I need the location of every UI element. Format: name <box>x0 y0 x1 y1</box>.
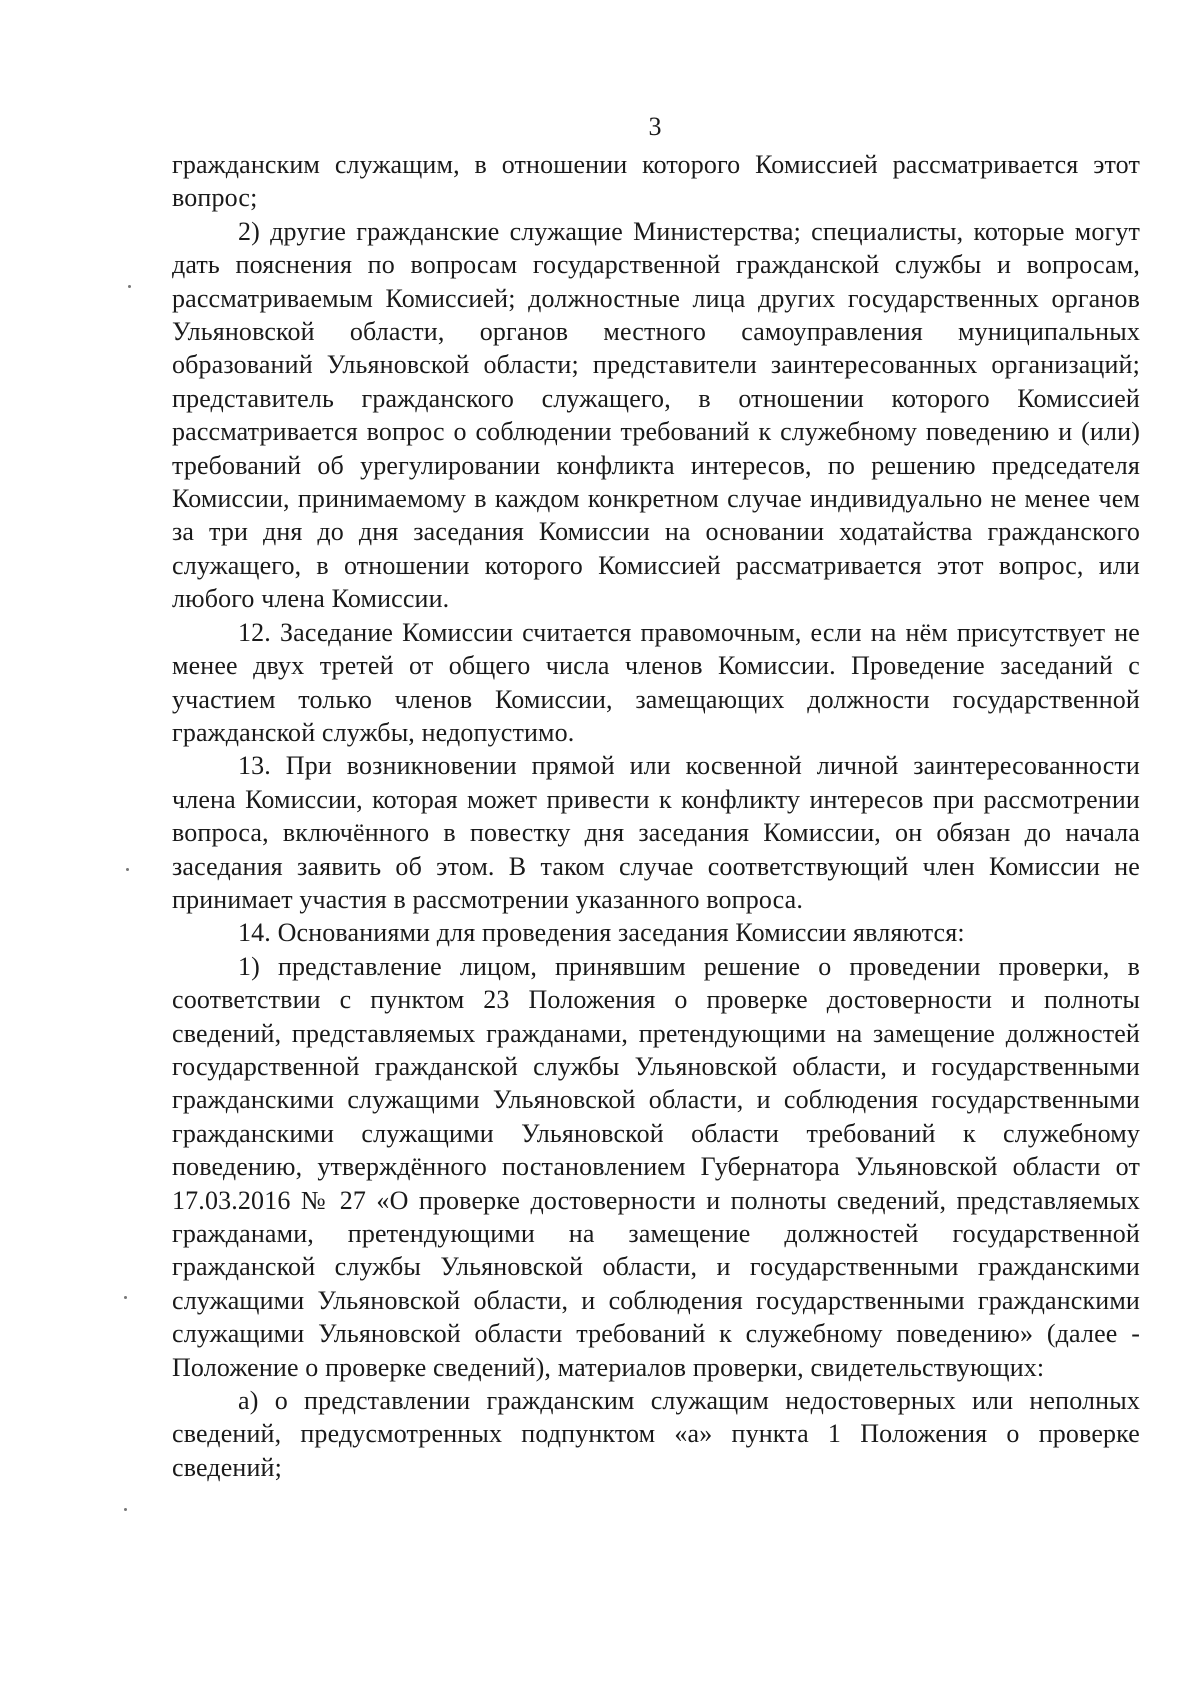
paragraph-item-2: 2) другие гражданские служащие Министерства; специалисты, которые могут дать пояснения по вопросам государственной гражданской службы и вопросам, рассматриваемым Комиссией; должностные лица других государственных органов Ульяновской области, органов местного самоуправления муниципальных образований Ульяновской области; представители заинтересованных организаций; представитель гражданского служащего, в отношении которого Комиссией рассматривается вопрос о соблюдении требований к служебному поведению и (или) требований об урегулировании конфликта интересов, по решению председателя Комиссии, принимаемому в каждом конкретном случае индивидуально не менее чем за три дня до дня заседания Комиссии на основании ходатайства гражданского служащего, в отношении которого Комиссией рассматривается этот вопрос, или любого члена Комиссии. <box>172 216 1140 614</box>
document-body <box>172 148 1140 1484</box>
paragraph-subitem-a: а) о представлении гражданским служащим недостоверных или неполных сведений, предусмотренных подпунктом «а» пункта 1 Положения о проверке сведений; <box>172 1386 1140 1482</box>
scan-speck <box>128 285 131 288</box>
scan-speck <box>124 1296 127 1299</box>
scan-speck <box>124 1508 127 1511</box>
scan-speck <box>126 868 129 871</box>
paragraph-continuation: гражданским служащим, в отношении которого Комиссией рассматривается этот вопрос; <box>172 150 1140 213</box>
page-number: 3 <box>648 112 662 141</box>
paragraph-clause-12: 12. Заседание Комиссии считается правомочным, если на нём присутствует не менее двух третей от общего числа членов Комиссии. Проведение заседаний с участием только членов Комиссии, замещающих должности государственной гражданской службы, недопустимо. <box>172 617 1140 747</box>
paragraph-item-1: 1) представление лицом, принявшим решение о проведении проверки, в соответствии с пунктом 23 Положения о проверке достоверности и полноты сведений, представляемых гражданами, претендующими на замещение должностей государственной гражданской службы Ульяновской области, и государственными гражданскими служащими Ульяновской области, и соблюдения государственными гражданскими служащими Ульяновской области требований к служебному поведению, утверждённого постановлением Губернатора Ульяновской области от 17.03.2016 № 27 «О проверке достоверности и полноты сведений, представляемых гражданами, претендующими на замещение должностей государственной гражданской службы Ульяновской области, и государственными гражданскими служащими Ульяновской области, и соблюдения государственными гражданскими служащими Ульяновской области требований к служебному поведению» (далее - Положение о проверке сведений), материалов проверки, свидетельствующих: <box>172 951 1140 1382</box>
paragraph-clause-13: 13. При возникновении прямой или косвенной личной заинтересованности члена Комиссии, которая может привести к конфликту интересов при рассмотрении вопроса, включённого в повестку дня заседания Комиссии, он обязан до начала заседания заявить об этом. В таком случае соответствующий член Комиссии не принимает участия в рассмотрении указанного вопроса. <box>172 751 1140 914</box>
paragraph-clause-14: 14. Основаниями для проведения заседания Комиссии являются: <box>238 918 965 948</box>
